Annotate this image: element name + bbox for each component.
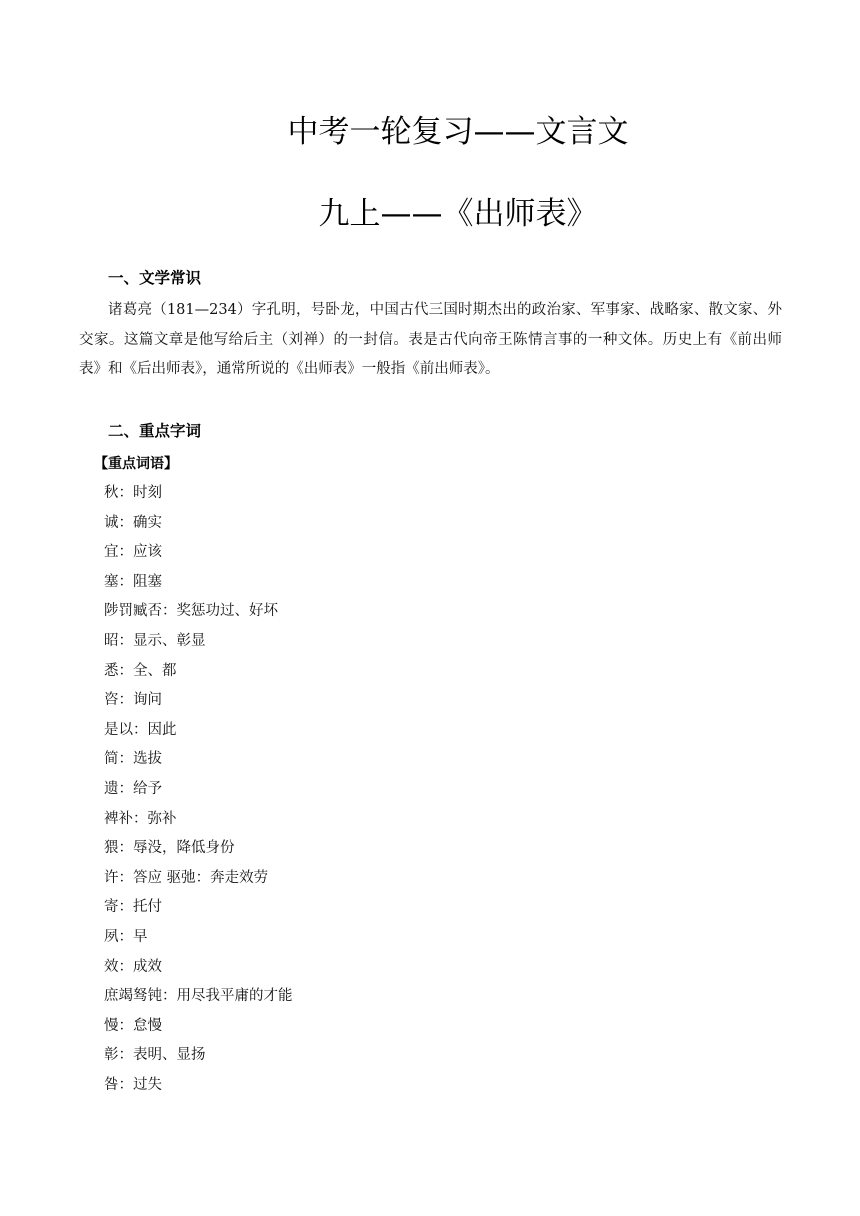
vocabulary-item: 悉：全、都 xyxy=(104,662,177,679)
vocabulary-item: 咨：询问 xyxy=(104,692,162,709)
vocabulary-list xyxy=(104,479,293,1100)
vocabulary-item: 彰：表明、显扬 xyxy=(104,1047,206,1064)
vocabulary-item: 昭：显示、彰显 xyxy=(104,632,206,649)
document-title: 中考一轮复习——文言文 xyxy=(287,114,629,150)
vocabulary-item: 寄：托付 xyxy=(104,899,162,916)
section-heading-literary-knowledge: 一、文学常识 xyxy=(108,269,202,287)
document-subtitle: 九上——《出师表》 xyxy=(318,196,598,232)
vocabulary-item: 猥：辱没，降低身份 xyxy=(104,840,235,857)
vocabulary-item: 陟罚臧否：奖惩功过、好坏 xyxy=(104,603,278,620)
vocabulary-item: 咎：过失 xyxy=(104,1076,162,1093)
vocabulary-item: 宜：应该 xyxy=(104,544,162,561)
section-heading-key-words: 二、重点字词 xyxy=(108,422,202,440)
vocabulary-item: 是以：因此 xyxy=(104,721,177,738)
vocabulary-item: 诚：确实 xyxy=(104,514,162,531)
literary-knowledge-paragraph: 诸葛亮（181—234）字孔明，号卧龙，中国古代三国时期杰出的政治家、军事家、战略家、散文家、外交家。这篇文章是他写给后主（刘禅）的一封信。表是古代向帝王陈情言事的一种文体。历史上有《前出师表》和《后出师表》，通常所说的《出师表》一般指《前出师表》。 xyxy=(79,302,782,377)
vocabulary-item: 秋：时刻 xyxy=(104,485,162,501)
vocabulary-item: 塞：阻塞 xyxy=(104,573,162,590)
vocabulary-item: 庶竭驽钝：用尽我平庸的才能 xyxy=(104,988,293,1005)
vocabulary-item: 简：选拔 xyxy=(104,751,162,768)
vocabulary-item: 许：答应 驱弛：奔走效劳 xyxy=(104,869,269,886)
vocabulary-item: 遗：给予 xyxy=(104,780,162,797)
vocabulary-item: 慢：怠慢 xyxy=(104,1017,162,1034)
vocabulary-item: 夙：早 xyxy=(104,928,148,945)
key-vocabulary-subheading: 【重点词语】 xyxy=(94,456,178,472)
vocabulary-item: 效：成效 xyxy=(104,958,162,975)
vocabulary-item: 裨补：弥补 xyxy=(104,810,177,827)
